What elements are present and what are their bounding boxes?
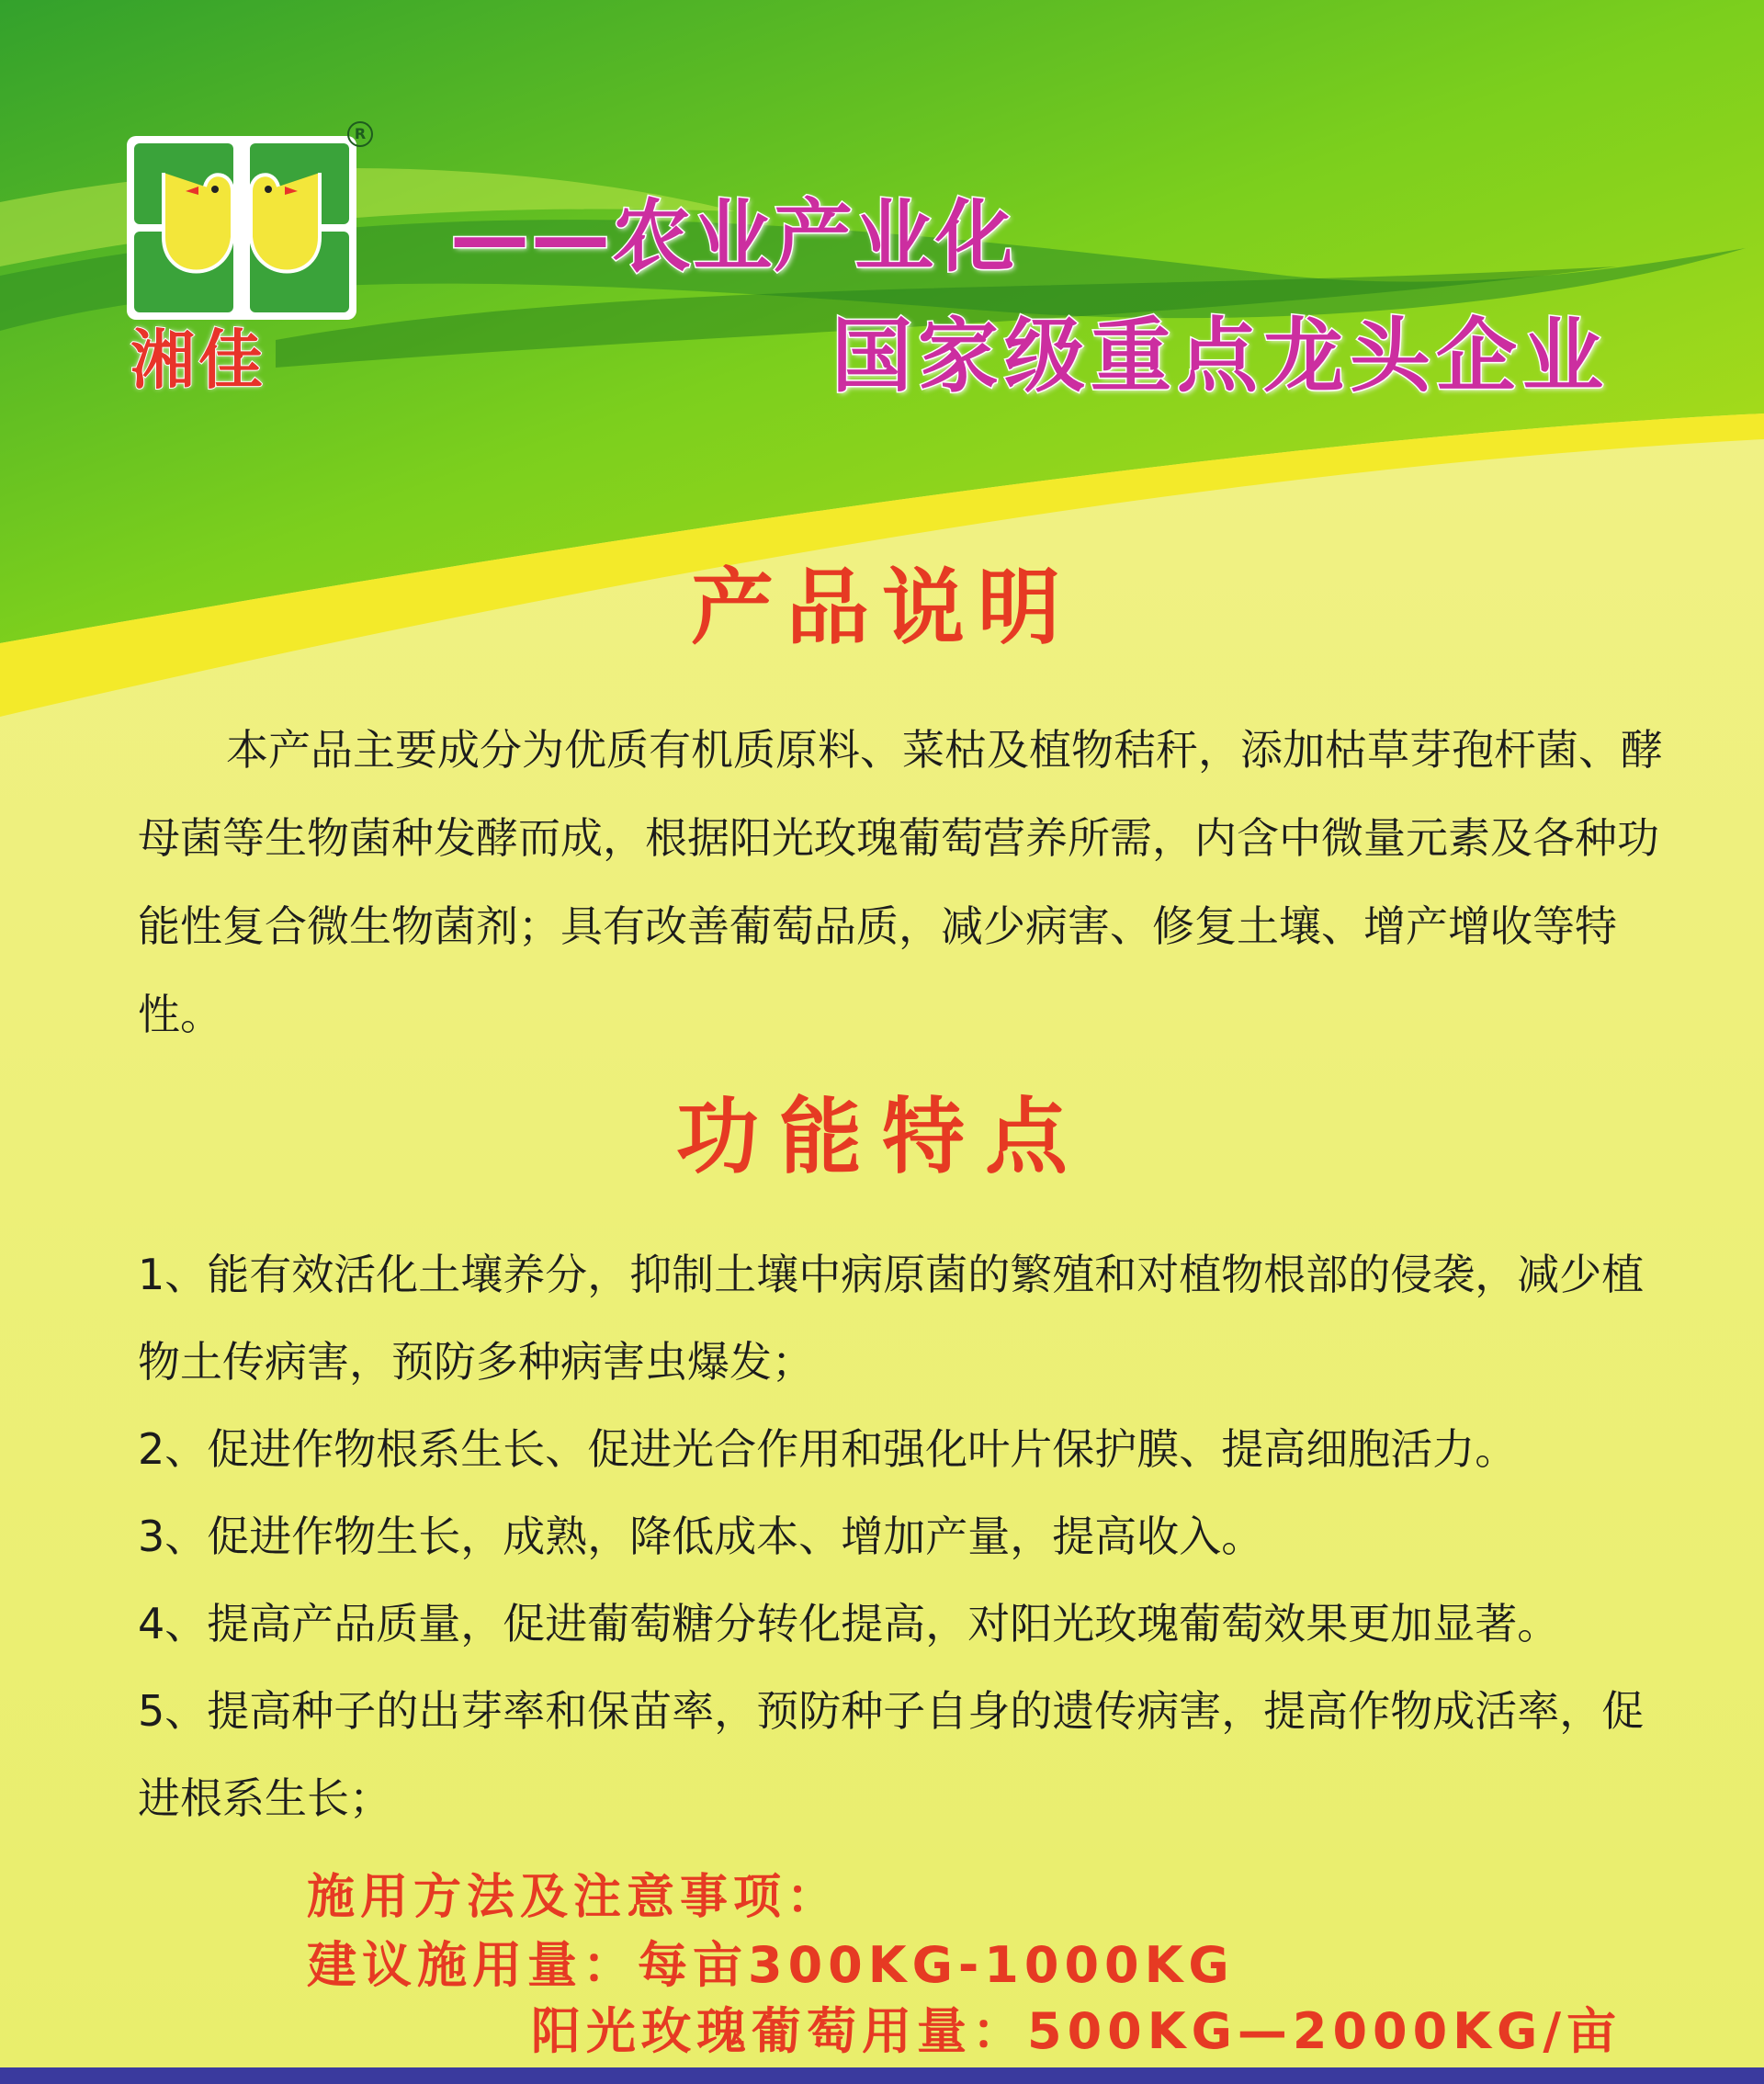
feature-item: 5、提高种子的出芽率和保苗率，预防种子自身的遗传病害，提高作物成活率，促进根系生长；	[138, 1686, 1645, 1823]
brand-logo	[127, 125, 367, 398]
usage-title: 施用方法及注意事项：	[307, 1870, 841, 1925]
feature-item: 4、提高产品质量，促进葡萄糖分转化提高，对阳光玫瑰葡萄效果更加显著。	[138, 1599, 1560, 1648]
usage-grape-dosage-line: 阳光玫瑰葡萄用量：500KG—2000KG/亩	[531, 2002, 1623, 2060]
usage-dosage-line: 建议施用量：每亩300KG-1000KG	[307, 1936, 1235, 1994]
brand-name: 湘佳	[130, 323, 266, 398]
registered-mark: R	[347, 121, 373, 147]
feature-item: 3、促进作物生长，成熟，降低成本、增加产量，提高收入。	[138, 1512, 1264, 1561]
twin-goose-logo-icon	[127, 136, 356, 320]
slogan-line-2: 国家级重点龙头企业	[831, 309, 1610, 403]
feature-item: 1、能有效活化土壤养分，抑制土壤中病原菌的繁殖和对植物根部的侵袭，减少植物土传病害，预防多种病害虫爆发；	[138, 1250, 1645, 1387]
feature-item: 2、促进作物根系生长、促进光合作用和强化叶片保护膜、提高细胞活力。	[138, 1424, 1518, 1474]
product-description-text: 本产品主要成分为优质有机质原料、菜枯及植物秸秆，添加枯草芽孢杆菌、酵母菌等生物菌种发酵而成，根据阳光玫瑰葡萄营养所需，内含中微量元素及各种功能性复合微生物菌剂；具有改善葡萄品质，减少病害、修复土壤、增产增收等特性。	[138, 725, 1663, 1039]
features-heading: 功能特点	[676, 1089, 1088, 1185]
product-description-heading: 产品说明	[691, 560, 1073, 656]
slogan-line-1: ——农业产业化	[450, 191, 1016, 283]
features-list	[138, 1231, 1681, 1842]
